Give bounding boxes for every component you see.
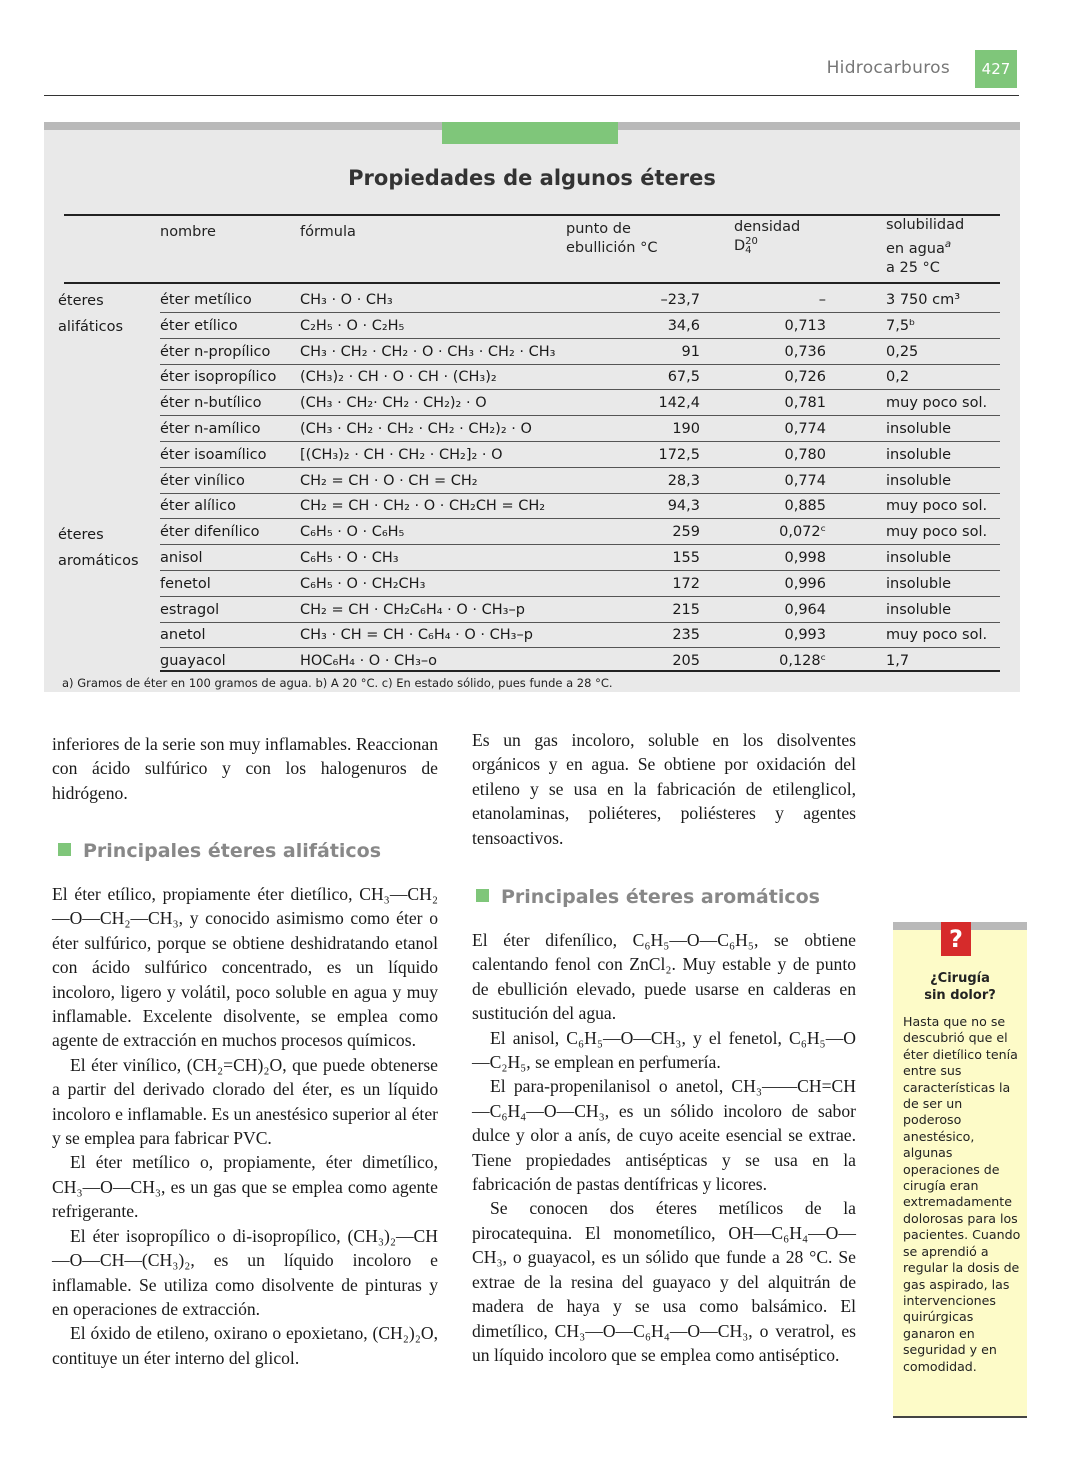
cell-boiling-point: 67,5 <box>667 369 700 386</box>
cell-density: 0,998 <box>784 550 826 566</box>
heading-square-icon <box>476 889 489 902</box>
cell-density: 0,726 <box>784 369 826 386</box>
cell-formula: C₆H₅ · O · CH₃ <box>300 550 399 566</box>
cell-name: anisol <box>160 550 203 566</box>
cell-solubility: muy poco sol. <box>886 395 988 412</box>
cell-solubility: insoluble <box>886 446 952 463</box>
header-boiling-point: punto de ebullición °C <box>566 221 658 256</box>
cell-formula: CH₃ · CH = CH · C₆H₄ · O · CH₃–p <box>300 627 533 644</box>
cell-formula: CH₃ · O · CH₃ <box>300 292 393 308</box>
cell-boiling-point: 215 <box>672 601 700 618</box>
header-rule <box>44 95 1019 96</box>
cell-formula: CH₃ · CH₂ · CH₂ · O · CH₃ · CH₂ · CH₃ <box>300 343 556 360</box>
table-title: Propiedades de algunos éteres <box>348 166 716 190</box>
cell-boiling-point: 172 <box>672 575 700 592</box>
paragraph: El óxido de etileno, oxirano o epoxietano, (CH₂)₂O, contituye un éter interno del glicol. <box>52 1323 438 1368</box>
cell-density: 0,964 <box>784 601 826 618</box>
cell-boiling-point: 235 <box>672 627 700 644</box>
cell-solubility: muy poco sol. <box>886 627 988 644</box>
cell-solubility: insoluble <box>886 421 952 437</box>
section-heading: Principales éteres aromáticos <box>476 886 820 908</box>
table-top-rule <box>64 214 1000 216</box>
right-column-body <box>472 928 856 1367</box>
cell-boiling-point: 259 <box>672 524 700 541</box>
cell-boiling-point: 155 <box>672 550 700 566</box>
right-column <box>472 728 856 850</box>
row-divider <box>160 389 1000 390</box>
cell-formula: CH₂ = CH · CH₂C₆H₄ · O · CH₃–p <box>300 601 525 618</box>
cell-formula: CH₂ = CH · CH₂ · O · CH₂CH = CH₂ <box>300 498 546 515</box>
cell-boiling-point: 190 <box>672 421 700 437</box>
cell-name: éter isoamílico <box>160 446 267 463</box>
cell-solubility: 3 750 cm³ <box>886 292 961 308</box>
cell-solubility: insoluble <box>886 601 952 618</box>
cell-density: – <box>818 292 826 308</box>
sidebar-title: ¿Cirugía sin dolor? <box>924 971 996 1003</box>
sidebar-text: Hasta que no se descubrió que el éter dietílico tenía entre sus características la de ser un poderoso anestésico, algunas operaciones de cirugía eran extremadamente dolorosas para los pacientes. Cuando se aprendió a regular la dosis de gas aspirado, las intervenciones quirúrgicas ganaron en seguridad y en comodidad. <box>903 1014 1021 1374</box>
row-divider <box>160 312 1000 313</box>
table-green-tab <box>442 122 618 144</box>
cell-boiling-point: 28,3 <box>667 472 700 489</box>
row-divider <box>160 647 1000 648</box>
paragraph: El para-propenilanisol o anetol, CH₃——CH=CH—C₆H₄—O—CH₃, es un sólido incoloro de sabor dulce y olor a anís, de cuyo aceite esencial se extrae. Tiene propiedades antisépticas y se usa en la fabricación de pastas dentífricas y licores. <box>472 1076 856 1195</box>
cell-name: guayacol <box>160 653 226 670</box>
row-divider <box>160 622 1000 623</box>
header-density: densidad D 20 4 <box>734 219 801 256</box>
table-footnote: a) Gramos de éter en 100 gramos de agua. b) A 20 °C. c) En estado sólido, pues funde a 28 °C. <box>62 676 613 690</box>
cell-formula: (CH₃ · CH₂ · CH₂ · CH₂ · CH₂)₂ · O <box>300 421 532 437</box>
cell-name: éter etílico <box>160 317 238 334</box>
cell-boiling-point: 205 <box>672 653 700 670</box>
cell-name: éter n-butílico <box>160 395 262 412</box>
group-label: aromáticos <box>58 553 139 569</box>
cell-density: 0,885 <box>784 498 826 515</box>
row-divider <box>160 518 1000 519</box>
cell-formula: C₆H₅ · O · CH₂CH₃ <box>300 575 426 592</box>
cell-boiling-point: 34,6 <box>667 317 700 334</box>
paragraph: El anisol, C₆H₅—O—CH₃, y el fenetol, C₆H₅—O—C₂H₅, se emplean en perfumería. <box>472 1027 856 1073</box>
paragraph: El éter metílico o, propiamente, éter dimetílico, CH₃—O—CH₃, es un gas que se emplea como agente refrigerante. <box>52 1152 438 1222</box>
group-label: éteres <box>58 293 104 309</box>
row-divider <box>160 544 1000 545</box>
cell-name: anetol <box>160 627 206 644</box>
cell-density: 0,736 <box>784 343 826 360</box>
cell-solubility: 0,25 <box>886 343 919 360</box>
table-bottom-rule <box>160 670 1000 672</box>
left-column-body <box>52 882 438 1370</box>
row-divider <box>160 467 1000 468</box>
cell-formula: (CH₃ · CH₂· CH₂ · CH₂)₂ · O <box>300 395 487 412</box>
cell-formula: C₆H₅ · O · C₆H₅ <box>300 524 405 541</box>
cell-name: éter metílico <box>160 292 252 308</box>
left-column <box>52 732 438 805</box>
cell-solubility: 0,2 <box>886 369 910 386</box>
page-number: 427 <box>975 50 1017 88</box>
row-divider <box>160 596 1000 597</box>
cell-name: éter alílico <box>160 498 236 515</box>
row-divider <box>160 570 1000 571</box>
group-label: alifáticos <box>58 319 124 335</box>
cell-boiling-point: 94,3 <box>667 498 700 515</box>
group-label: éteres <box>58 527 104 543</box>
cell-density: 0,713 <box>784 317 826 334</box>
cell-name: fenetol <box>160 575 211 592</box>
cell-formula: HOC₆H₄ · O · CH₃–o <box>300 653 437 670</box>
cell-density: 0,993 <box>784 627 826 644</box>
section-heading: Principales éteres alifáticos <box>58 840 381 862</box>
cell-name: éter difenílico <box>160 524 260 541</box>
paragraph: El éter difenílico, C₆H₅—O—C₆H₅, se obtiene calentando fenol con ZnCl₂. Muy estable y de punto de ebullición elevado, puede usarse en calderas en sustitución del agua. <box>472 930 856 1024</box>
ethers-table <box>44 122 1020 692</box>
cell-name: éter isopropílico <box>160 369 277 386</box>
cell-formula: C₂H₅ · O · C₂H₅ <box>300 317 405 334</box>
cell-density: 0,781 <box>784 395 826 412</box>
cell-formula: (CH₃)₂ · CH · O · CH · (CH₃)₂ <box>300 369 497 386</box>
paragraph: Se conocen dos éteres metílicos de la pirocatequina. El monometílico, OH—C₆H₄—O—CH₃, o guayacol, es un sólido que funde a 28 °C. Se extrae de la resina del guayaco y del alquitrán de madera de haya y se usa como balsámico. El dimetílico, CH₃—O—C₆H₄—O—CH₃, o veratrol, es un líquido incoloro que se emplea como antiséptico. <box>472 1198 856 1365</box>
cell-formula: CH₂ = CH · O · CH = CH₂ <box>300 472 478 489</box>
cell-boiling-point: 172,5 <box>658 446 700 463</box>
question-mark-icon: ? <box>941 922 971 956</box>
cell-boiling-point: 142,4 <box>658 395 700 412</box>
paragraph: El éter vinílico, (CH₂=CH)₂O, que puede obtenerse a partir del derivado clorado del éter, es un líquido incoloro e inflamable. Es un anestésico superior al éter y se emplea para fabricar PVC. <box>52 1054 438 1149</box>
row-divider <box>160 441 1000 442</box>
cell-solubility: insoluble <box>886 472 952 489</box>
row-divider <box>160 415 1000 416</box>
cell-density: 0,996 <box>784 575 826 592</box>
sidebar-box <box>893 922 1027 1418</box>
cell-boiling-point: –23,7 <box>660 292 700 308</box>
sidebar-bottom-rule <box>893 1416 1027 1418</box>
cell-density: 0,072ᶜ <box>779 524 826 541</box>
heading-square-icon <box>58 843 71 856</box>
paragraph: Es un gas incoloro, soluble en los disolventes orgánicos y en agua. Se obtiene por oxidación del etileno y se usa en la fabricación de etilenglicol, etanolaminas, poliéteres, poliésteres y agentes tensoactivos. <box>472 730 856 848</box>
running-header-title: Hidrocarburos <box>826 58 950 78</box>
cell-name: éter n-amílico <box>160 421 261 437</box>
row-divider <box>160 493 1000 494</box>
header-formula: fórmula <box>300 224 356 240</box>
paragraph: El éter isopropílico o di-isopropílico, (CH₃)₂—CH—O—CH—(CH₃)₂, es un líquido incoloro e inflamable. Se utiliza como disolvente de pinturas y en operaciones de extracción. <box>52 1225 438 1319</box>
header-nombre: nombre <box>160 224 216 240</box>
cell-solubility: insoluble <box>886 550 952 566</box>
cell-solubility: 1,7 <box>886 653 910 670</box>
cell-solubility: insoluble <box>886 575 952 592</box>
cell-density: 0,780 <box>784 446 826 463</box>
cell-density: 0,128ᶜ <box>779 653 826 670</box>
row-divider <box>160 364 1000 365</box>
row-divider <box>160 338 1000 339</box>
cell-solubility: 7,5ᵇ <box>886 317 916 334</box>
cell-density: 0,774 <box>784 421 826 437</box>
cell-solubility: muy poco sol. <box>886 524 988 541</box>
cell-name: éter n-propílico <box>160 343 271 360</box>
cell-solubility: muy poco sol. <box>886 498 988 515</box>
cell-boiling-point: 91 <box>681 343 700 360</box>
cell-formula: [(CH₃)₂ · CH · CH₂ · CH₂]₂ · O <box>300 446 503 463</box>
header-solubility: solubilidad en agua$^a$ a 25 °C <box>886 217 965 276</box>
paragraph: El éter etílico, propiamente éter dietílico, CH₃—CH₂—O—CH₂—CH₃, y conocido asimismo como éter o éter sulfúrico, porque se obtiene deshidratando etanol con ácido sulfúrico concentrado, es un líquido incoloro, ligero y volátil, poco soluble en agua y muy inflamable. Excelente disolvente, se emplea como agente de extracción en muchos procesos químicos. <box>52 884 438 1051</box>
cell-density: 0,774 <box>784 472 826 489</box>
paragraph: inferiores de la serie son muy inflamables. Reaccionan con ácido sulfúrico y con los halogenuros de hidrógeno. <box>52 734 438 803</box>
table-header-rule <box>64 282 1000 284</box>
cell-name: éter vinílico <box>160 472 245 489</box>
cell-name: estragol <box>160 601 220 618</box>
